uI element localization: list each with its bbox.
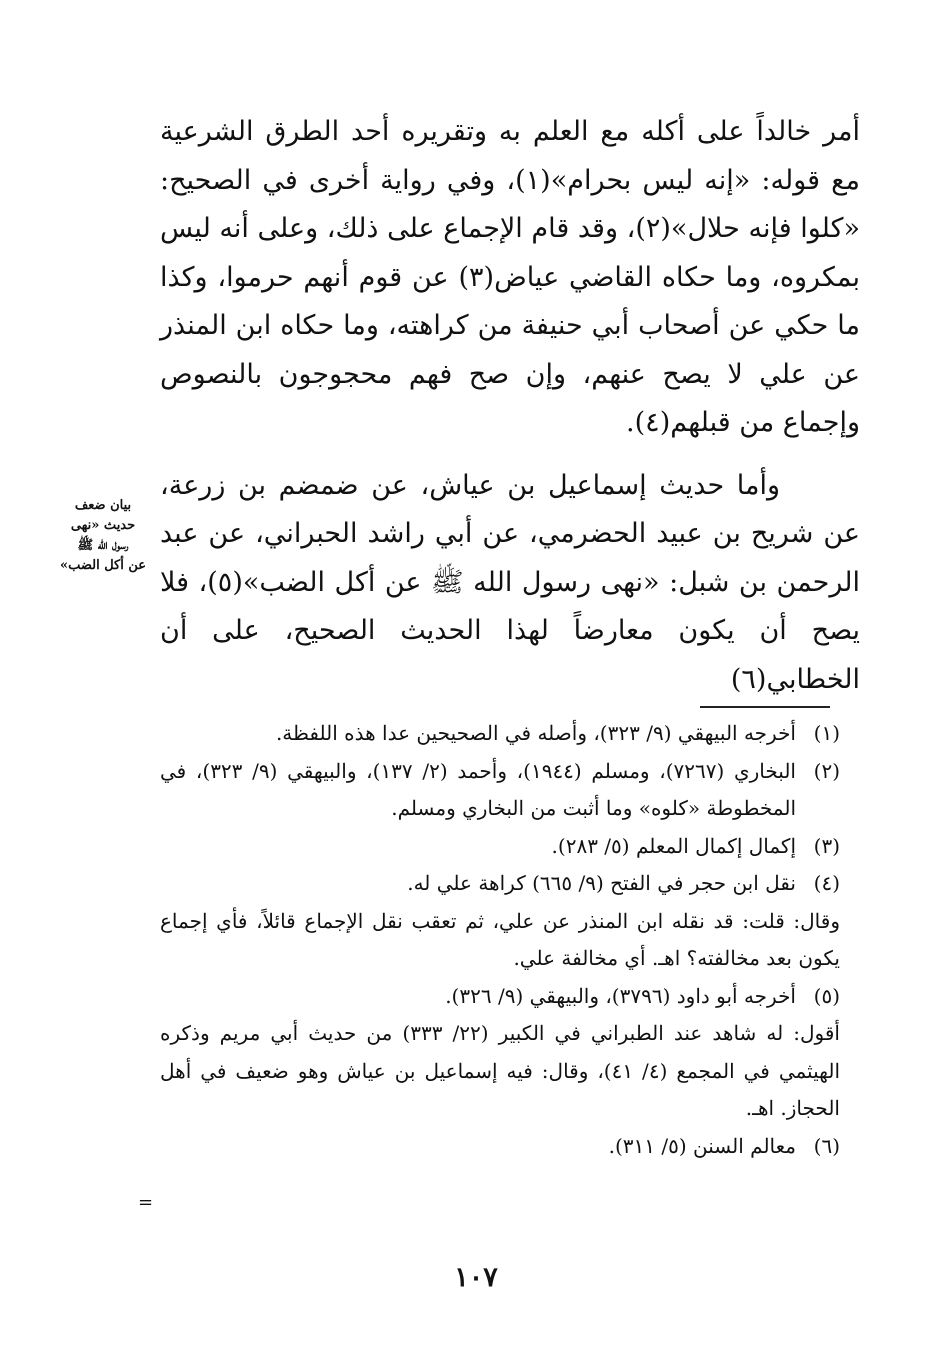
footnote-text: البخاري (٧٢٦٧)، ومسلم (١٩٤٤)، وأحمد (٢/ ١٣٧)، والبيهقي (٩/ ٣٢٣)، في المخطوطة «كلوه» وما أثبت من البخاري ومسلم. (160, 758, 796, 820)
margin-note-line: بيان ضعف (74, 498, 132, 513)
paragraph-1: أمر خالداً على أكله مع العلم به وتقريره أحد الطرق الشرعية مع قوله: «إنه ليس بحرام»(١)، وفي رواية أخرى في الصحيح: «كلوا فإنه حلال»(٢)، وقد قام الإجماع على ذلك، وعلى أنه ليس بمكروه، وما حكاه القاضي عياض(٣) عن قوم أنهم حرموا، وكذا ما حكي عن أصحاب أبي حنيفة من كراهته، وما حكاه ابن المنذر عن علي لا يصح عنهم، وإن صح فهم محجوجون بالنصوص وإجماع من قبلهم(٤). (160, 116, 860, 438)
footnote-6 (160, 1128, 840, 1166)
footnote-text: إكمال إكمال المعلم (٥/ ٢٨٣). (551, 833, 796, 858)
margin-note-line: رسول الله ﷺ (77, 538, 129, 553)
main-text (160, 108, 860, 704)
margin-note-line: عن أكل الضب» (59, 558, 147, 573)
footnote-1 (160, 715, 840, 753)
paragraph-2: وأما حديث إسماعيل بن عياش، عن ضمضم بن زرعة، عن شريح بن عبيد الحضرمي، عن أبي راشد الحبراني، عن عبد الرحمن بن شبل: «نهى رسول الله ﷺ عن أكل الضب»(٥)، فلا يصح أن يكون معارضاً لهذا الحديث الصحيح، على أن الخطابي(٦) (160, 469, 860, 695)
footnote-number: (٢) (813, 758, 840, 783)
footnote-separator (700, 706, 830, 708)
margin-note (52, 496, 154, 576)
footnote-4-continuation: وقال: قلت: قد نقله ابن المنذر عن علي، ثم تعقب نقل الإجماع قائلاً، فأي إجماع يكون بعد مخالفته؟ اهـ. أي مخالفة علي. (160, 908, 840, 970)
footnote-text: معالم السنن (٥/ ٣١١). (608, 1133, 796, 1158)
footnote-number: (١) (813, 721, 840, 745)
page-number: ١٠٧ (454, 1262, 498, 1293)
footnote-text: أخرجه أبو داود (٣٧٩٦)، والبيهقي (٩/ ٣٢٦). (445, 983, 796, 1008)
footnotes (160, 715, 840, 1165)
footnote-text: نقل ابن حجر في الفتح (٩/ ٦٦٥) كراهة علي له. (407, 871, 796, 895)
footnote-number: (٤) (813, 871, 840, 895)
footnote-2 (160, 753, 840, 828)
footnote-5-continuation: أقول: له شاهد عند الطبراني في الكبير (٢٢/ ٣٣٣) من حديث أبي مريم وذكره الهيثمي في المجمع (٤/ ٤١)، وقال: فيه إسماعيل بن عياش وهو ضعيف في أهل الحجاز. اهـ. (160, 1021, 840, 1120)
footnote-text: أخرجه البيهقي (٩/ ٣٢٣)، وأصله في الصحيحين عدا هذه اللفظة. (275, 721, 796, 745)
footnote-number: (٦) (813, 1133, 840, 1158)
margin-note-line: حديث «نهى (70, 518, 136, 533)
footnote-number: (٥) (813, 983, 840, 1008)
footnote-5 (160, 978, 840, 1016)
footnote-number: (٣) (813, 833, 840, 858)
footnote-4 (160, 865, 840, 903)
continuation-mark: = (138, 1192, 154, 1213)
footnote-3 (160, 828, 840, 866)
